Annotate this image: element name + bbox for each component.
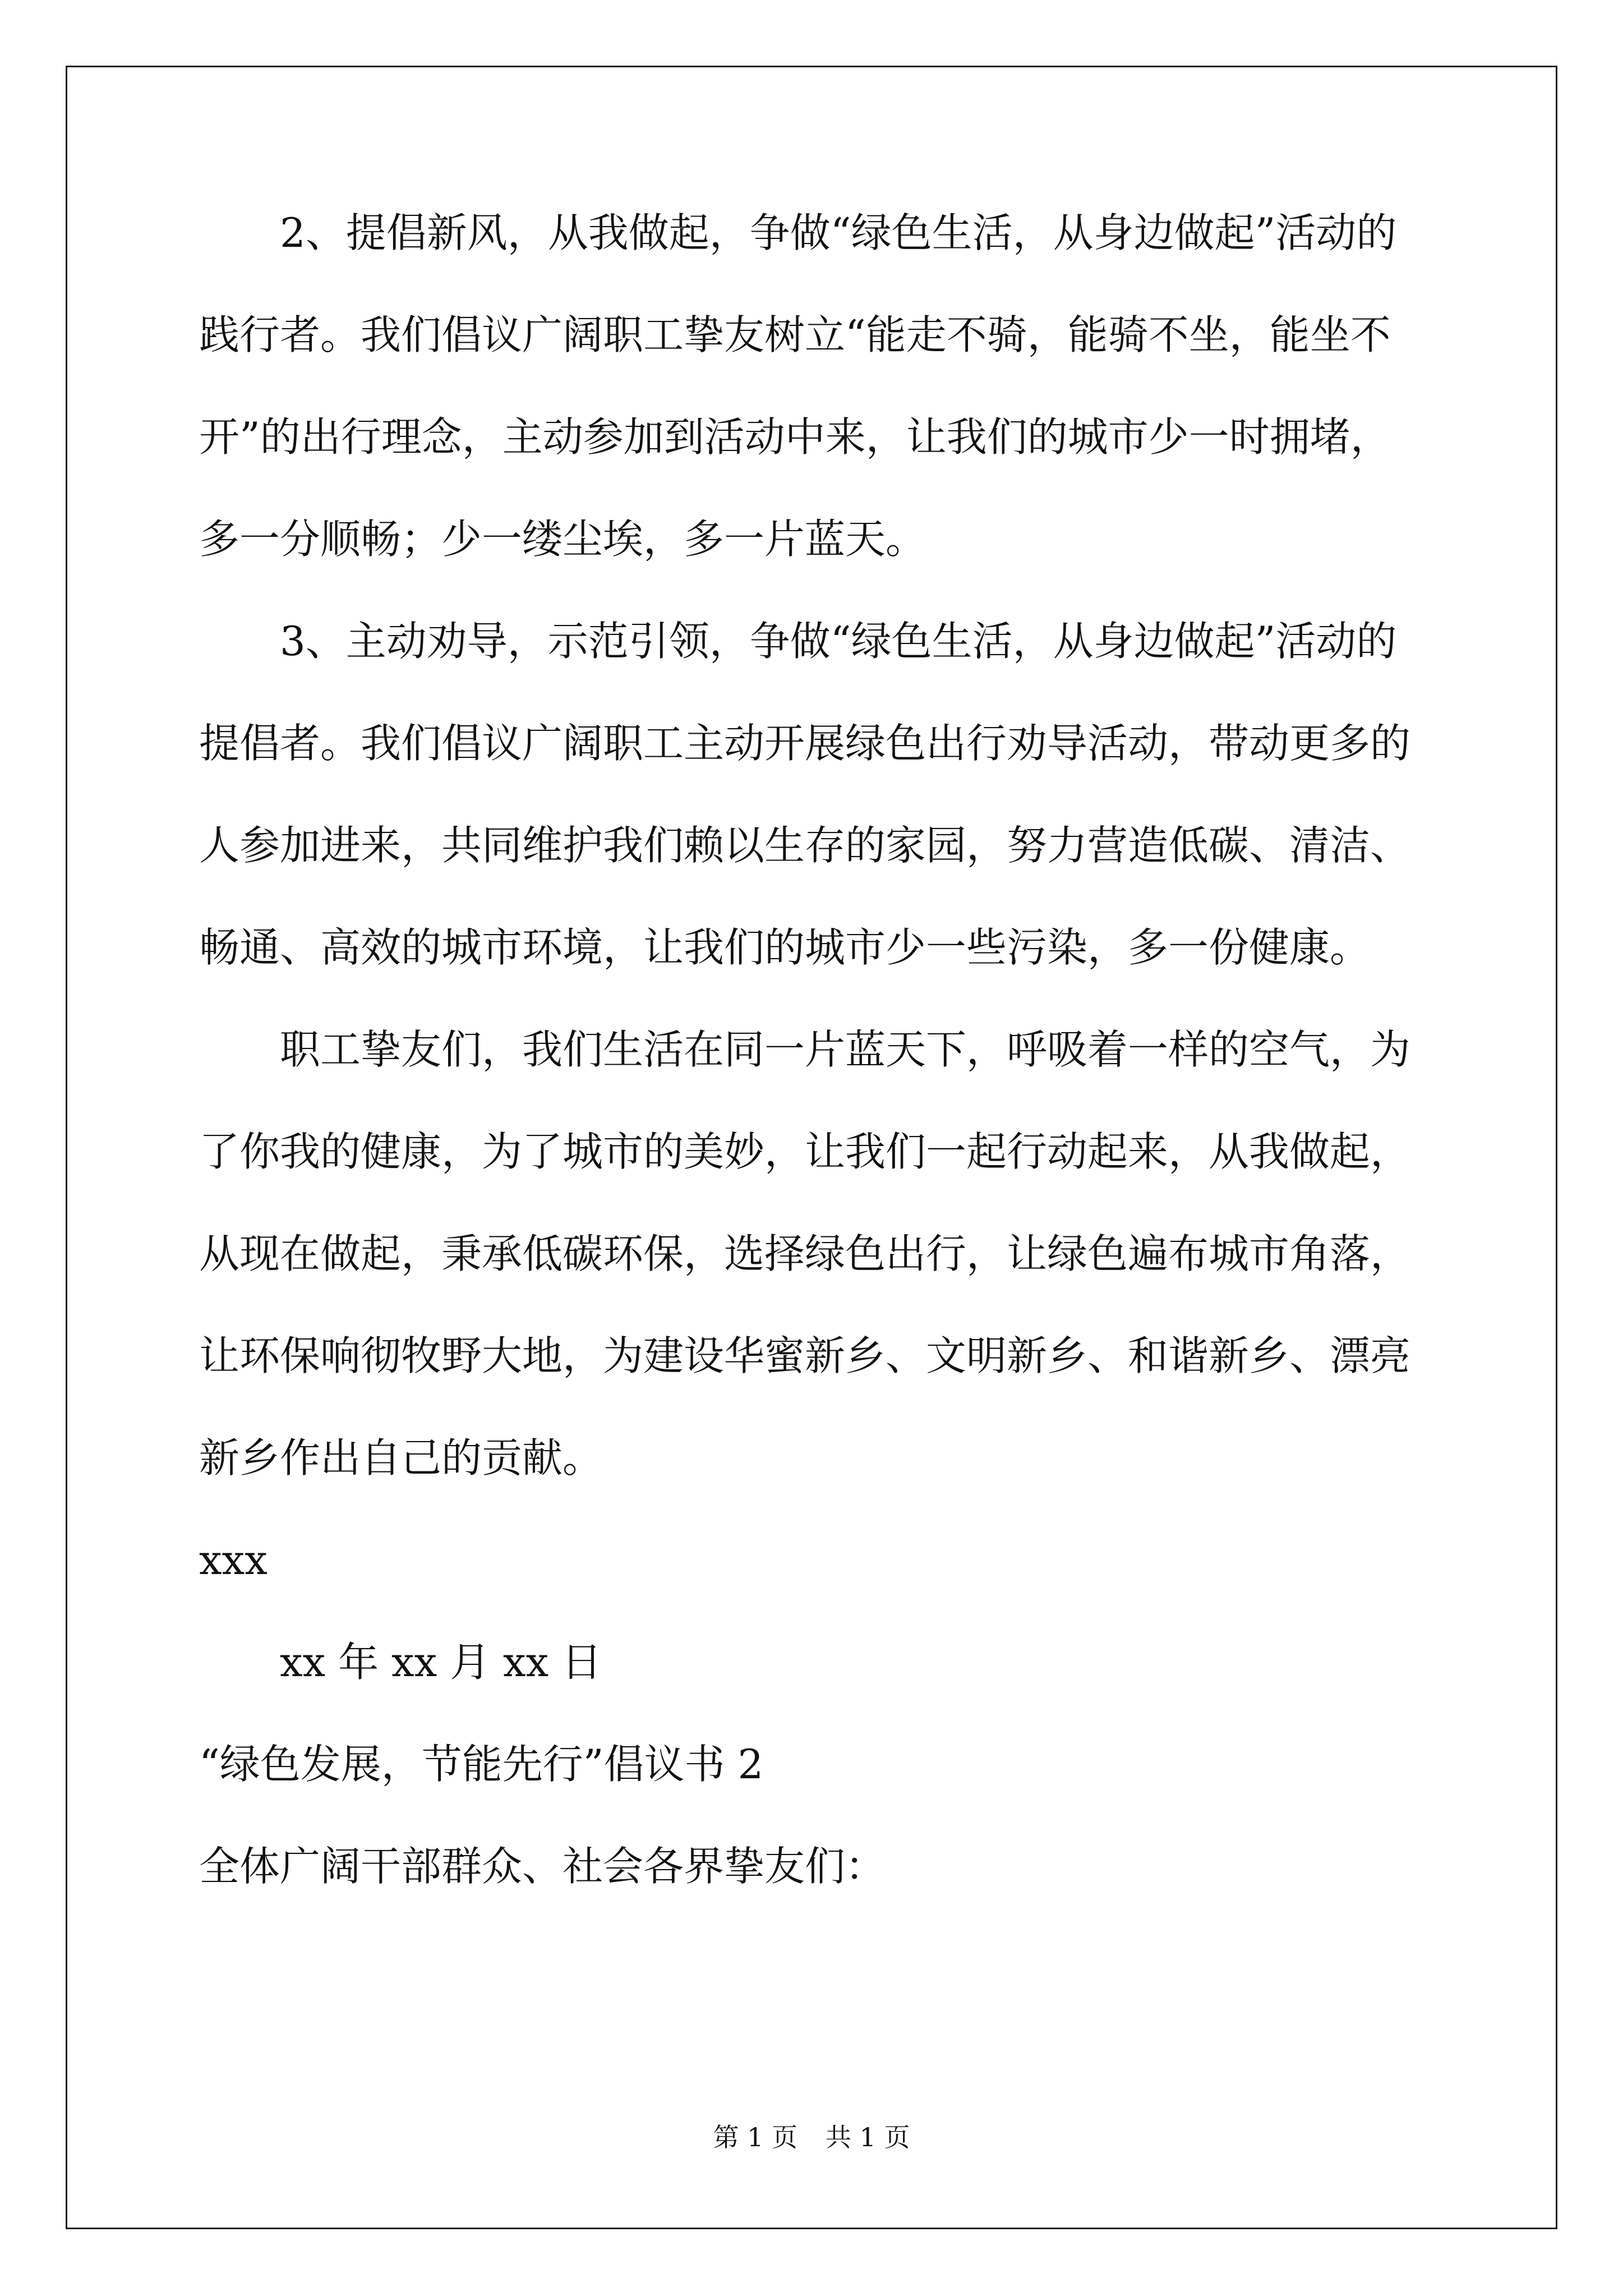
paragraph-3-line-4: 畅通、高效的城市环境，让我们的城市少一些污染，多一份健康。: [199, 924, 1371, 971]
signature: xxx: [199, 1536, 268, 1584]
closing-paragraph-line-1: 职工挚友们，我们生活在同一片蓝天下，呼吸着一样的空气，为: [280, 1026, 1411, 1073]
paragraph-2-line-1: 2、提倡新风，从我做起，争做“绿色生活，从身边做起”活动的: [280, 209, 1397, 256]
salutation: 全体广阔干部群众、社会各界挚友们：: [199, 1843, 886, 1890]
closing-paragraph-line-4: 让环保响彻牧野大地，为建设华蜜新乡、文明新乡、和谐新乡、漂亮: [199, 1332, 1411, 1379]
page-total: 共 1 页: [826, 2122, 910, 2152]
paragraph-2-line-2: 践行者。我们倡议广阔职工挚友树立“能走不骑，能骑不坐，能坐不: [199, 311, 1391, 358]
paragraph-2-line-4: 多一分顺畅；少一缕尘埃，多一片蓝天。: [199, 516, 926, 563]
section-title: “绿色发展，节能先行”倡议书 2: [199, 1741, 764, 1788]
paragraph-3-line-1: 3、主动劝导，示范引领，争做“绿色生活，从身边做起”活动的: [280, 618, 1397, 665]
closing-paragraph-line-3: 从现在做起，秉承低碳环保，选择绿色出行，让绿色遍布城市角落，: [199, 1230, 1411, 1277]
page-footer: [0, 2120, 1623, 2154]
date-line: xx 年 xx 月 xx 日: [280, 1639, 602, 1686]
paragraph-3-line-3: 人参加进来，共同维护我们赖以生存的家园，努力营造低碳、清洁、: [199, 822, 1411, 869]
paragraph-2-line-3: 开”的出行理念，主动参加到活动中来，让我们的城市少一时拥堵，: [199, 413, 1391, 461]
page-number: 第 1 页: [713, 2122, 797, 2152]
closing-paragraph-line-2: 了你我的健康，为了城市的美妙，让我们一起行动起来，从我做起，: [199, 1128, 1411, 1175]
paragraph-3-line-2: 提倡者。我们倡议广阔职工主动开展绿色出行劝导活动，带动更多的: [199, 720, 1411, 767]
closing-paragraph-line-5: 新乡作出自己的贡献。: [199, 1434, 603, 1481]
